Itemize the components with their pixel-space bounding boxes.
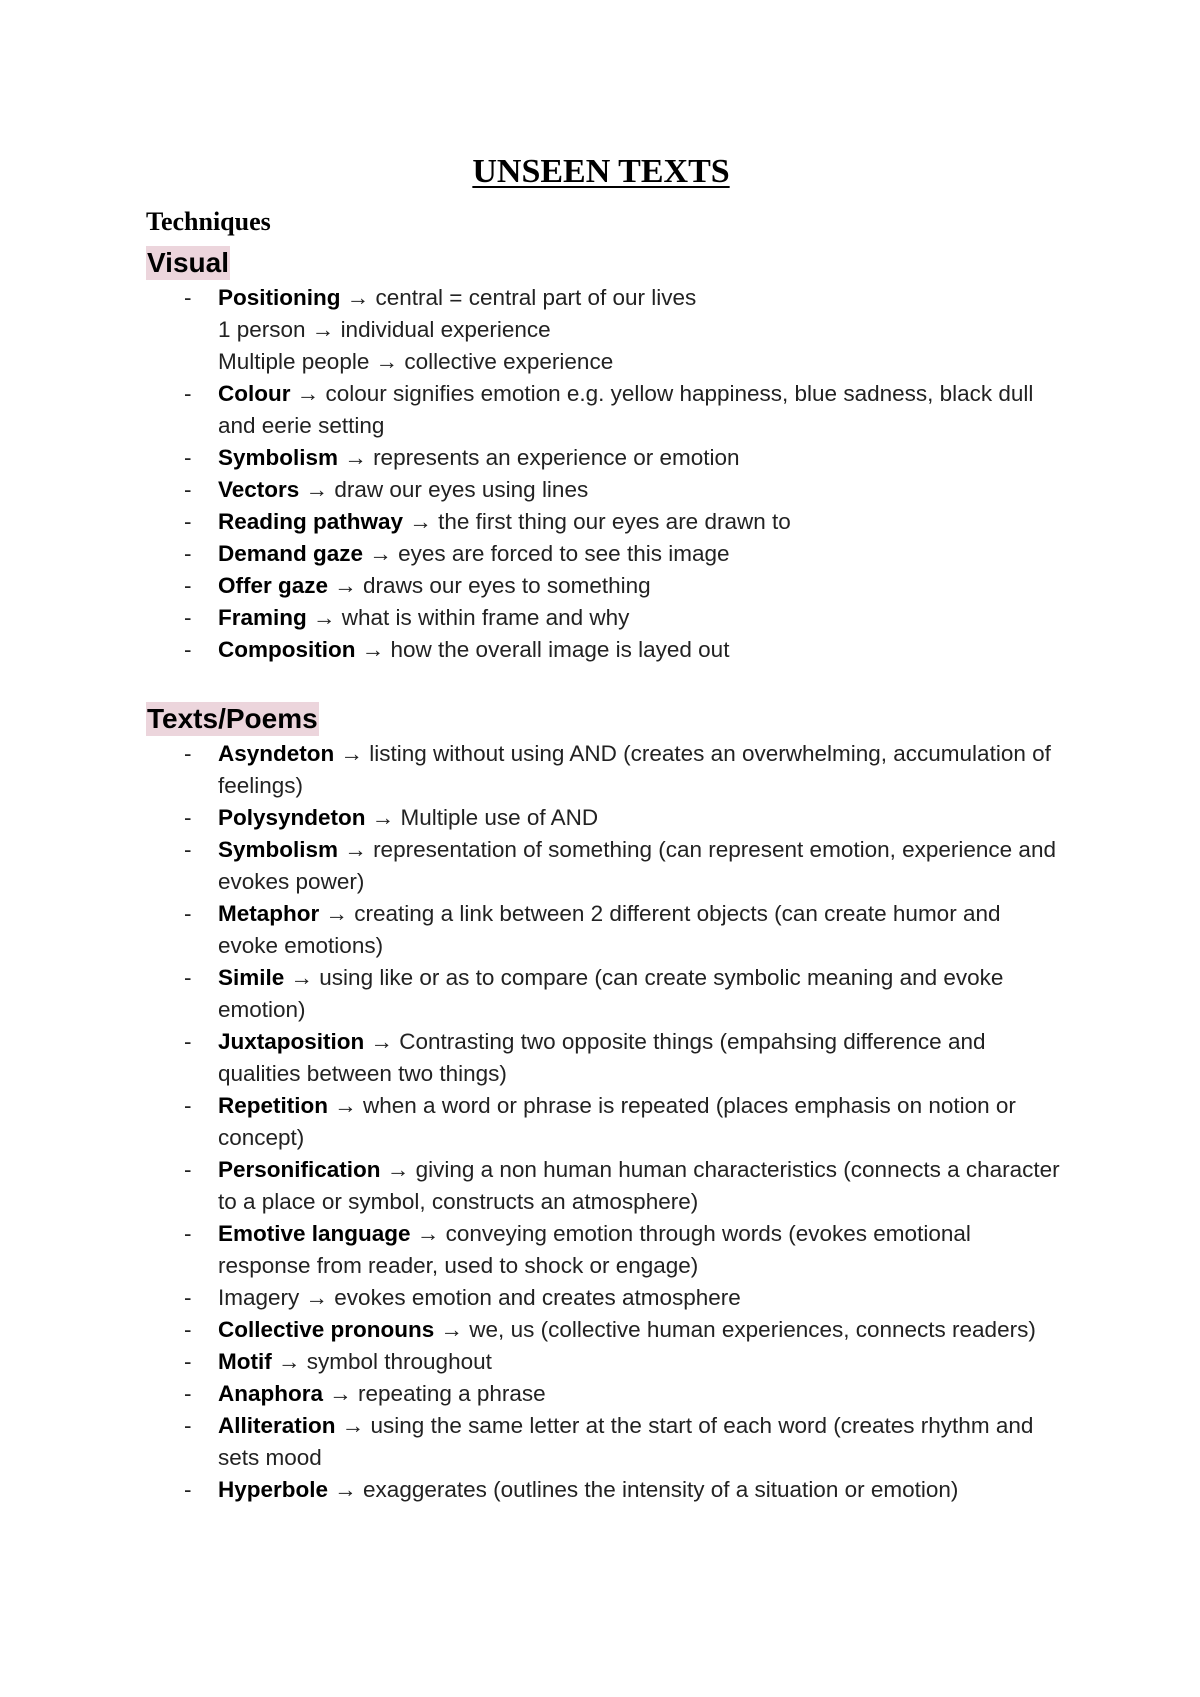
- term-label: Symbolism: [218, 837, 339, 862]
- list-item: [146, 1474, 1066, 1506]
- item-first-line: [218, 378, 1066, 442]
- item-continuation-line: [218, 314, 1066, 346]
- item-first-line: [218, 1282, 1066, 1314]
- list-item: [146, 1090, 1066, 1154]
- item-first-line: [218, 634, 1066, 666]
- list-item: [146, 506, 1066, 538]
- description-text: → symbol throughout: [278, 1349, 492, 1374]
- item-first-line: [218, 962, 1066, 1026]
- visual-techniques-list: [146, 282, 1066, 666]
- item-first-line: [218, 898, 1066, 962]
- list-item: [146, 962, 1066, 1026]
- term-label: Asyndeton: [218, 741, 335, 766]
- term-label: Metaphor: [218, 901, 320, 926]
- list-item: [146, 1378, 1066, 1410]
- description-text: → draws our eyes to something: [334, 573, 651, 598]
- term-label: Vectors: [218, 477, 300, 502]
- term-label: Alliteration: [218, 1413, 336, 1438]
- visual-section-heading: Visual: [147, 247, 229, 278]
- description-text: → exaggerates (outlines the intensity of a situation or emotion): [334, 1477, 959, 1502]
- term-label: Motif: [218, 1349, 272, 1374]
- description-text: → using the same letter at the start of each word (creates rhythm and sets mood: [218, 1413, 1034, 1470]
- description-text: → repeating a phrase: [329, 1381, 546, 1406]
- document-title: UNSEEN TEXTS: [472, 153, 730, 190]
- techniques-subheading: Techniques: [146, 207, 271, 236]
- description-text: → central = central part of our lives: [346, 285, 697, 310]
- item-first-line: [218, 1378, 1066, 1410]
- description-text: → representation of something (can represent emotion, experience and evokes power): [218, 837, 1056, 894]
- list-item: [146, 282, 1066, 378]
- texts-poems-techniques-list: [146, 738, 1066, 1506]
- term-label: Anaphora: [218, 1381, 324, 1406]
- item-first-line: [218, 1090, 1066, 1154]
- list-item: [146, 1282, 1066, 1314]
- term-label: Hyperbole: [218, 1477, 329, 1502]
- term-label: Offer gaze: [218, 573, 329, 598]
- term-label: Framing: [218, 605, 307, 630]
- item-first-line: [218, 1154, 1066, 1218]
- description-text: → using like or as to compare (can create symbolic meaning and evoke emotion): [218, 965, 1004, 1022]
- item-first-line: [218, 282, 1066, 314]
- item-continuation-line: [218, 346, 1066, 378]
- description-text: → the first thing our eyes are drawn to: [409, 509, 791, 534]
- list-item: [146, 1026, 1066, 1090]
- term-label: Personification: [218, 1157, 381, 1182]
- item-first-line: [218, 1314, 1066, 1346]
- description-text: → represents an experience or emotion: [344, 445, 740, 470]
- list-item: [146, 442, 1066, 474]
- term-label: Emotive language: [218, 1221, 411, 1246]
- item-first-line: [218, 538, 1066, 570]
- list-item: [146, 1218, 1066, 1282]
- item-first-line: [218, 1410, 1066, 1474]
- term-label: Juxtaposition: [218, 1029, 365, 1054]
- description-text: → Multiple use of AND: [371, 805, 599, 830]
- texts-poems-section-heading: Texts/Poems: [147, 703, 318, 734]
- item-first-line: [218, 1474, 1066, 1506]
- item-first-line: [218, 506, 1066, 538]
- description-text: → conveying emotion through words (evokes emotional response from reader, used to shock or engage): [218, 1221, 971, 1278]
- item-first-line: [218, 474, 1066, 506]
- description-text: → draw our eyes using lines: [305, 477, 589, 502]
- description-text: → we, us (collective human experiences, connects readers): [440, 1317, 1036, 1342]
- list-item: [146, 834, 1066, 898]
- description-text: → giving a non human human characteristics (connects a character to a place or symbol, constructs an atmosphere): [218, 1157, 1060, 1214]
- list-item: [146, 1314, 1066, 1346]
- term-label: Symbolism: [218, 445, 339, 470]
- description-text: → creating a link between 2 different objects (can create humor and evoke emotions): [218, 901, 1001, 958]
- term-label: Polysyndeton: [218, 805, 366, 830]
- list-item: [146, 474, 1066, 506]
- description-text: → what is within frame and why: [313, 605, 630, 630]
- list-item: [146, 1346, 1066, 1378]
- item-first-line: [218, 442, 1066, 474]
- term-label: Imagery: [218, 1285, 300, 1310]
- item-first-line: [218, 738, 1066, 802]
- list-item: [146, 1410, 1066, 1474]
- list-item: [146, 570, 1066, 602]
- item-first-line: [218, 1026, 1066, 1090]
- term-label: Demand gaze: [218, 541, 364, 566]
- list-item: [146, 538, 1066, 570]
- term-label: Colour: [218, 381, 291, 406]
- list-item: [146, 378, 1066, 442]
- term-label: Collective pronouns: [218, 1317, 435, 1342]
- description-text: → how the overall image is layed out: [361, 637, 730, 662]
- item-first-line: [218, 834, 1066, 898]
- term-label: Composition: [218, 637, 356, 662]
- list-item: [146, 898, 1066, 962]
- description-text: → colour signifies emotion e.g. yellow happiness, blue sadness, black dull and eerie setting: [218, 381, 1034, 438]
- item-first-line: [218, 602, 1066, 634]
- item-first-line: [218, 1346, 1066, 1378]
- description-text: → Contrasting two opposite things (empahsing difference and qualities between two things): [218, 1029, 986, 1086]
- description-text: → listing without using AND (creates an overwhelming, accumulation of feelings): [218, 741, 1051, 798]
- list-item: [146, 602, 1066, 634]
- term-label: Reading pathway: [218, 509, 404, 534]
- term-label: Repetition: [218, 1093, 328, 1118]
- item-first-line: [218, 570, 1066, 602]
- list-item: [146, 802, 1066, 834]
- description-text: Multiple people → collective experience: [218, 349, 614, 374]
- description-text: → eyes are forced to see this image: [369, 541, 730, 566]
- item-first-line: [218, 1218, 1066, 1282]
- list-item: [146, 1154, 1066, 1218]
- term-label: Positioning: [218, 285, 341, 310]
- list-item: [146, 634, 1066, 666]
- item-first-line: [218, 802, 1066, 834]
- description-text: → evokes emotion and creates atmosphere: [305, 1285, 741, 1310]
- term-label: Simile: [218, 965, 285, 990]
- list-item: [146, 738, 1066, 802]
- description-text: → when a word or phrase is repeated (places emphasis on notion or concept): [218, 1093, 1016, 1150]
- description-text: 1 person → individual experience: [218, 317, 551, 342]
